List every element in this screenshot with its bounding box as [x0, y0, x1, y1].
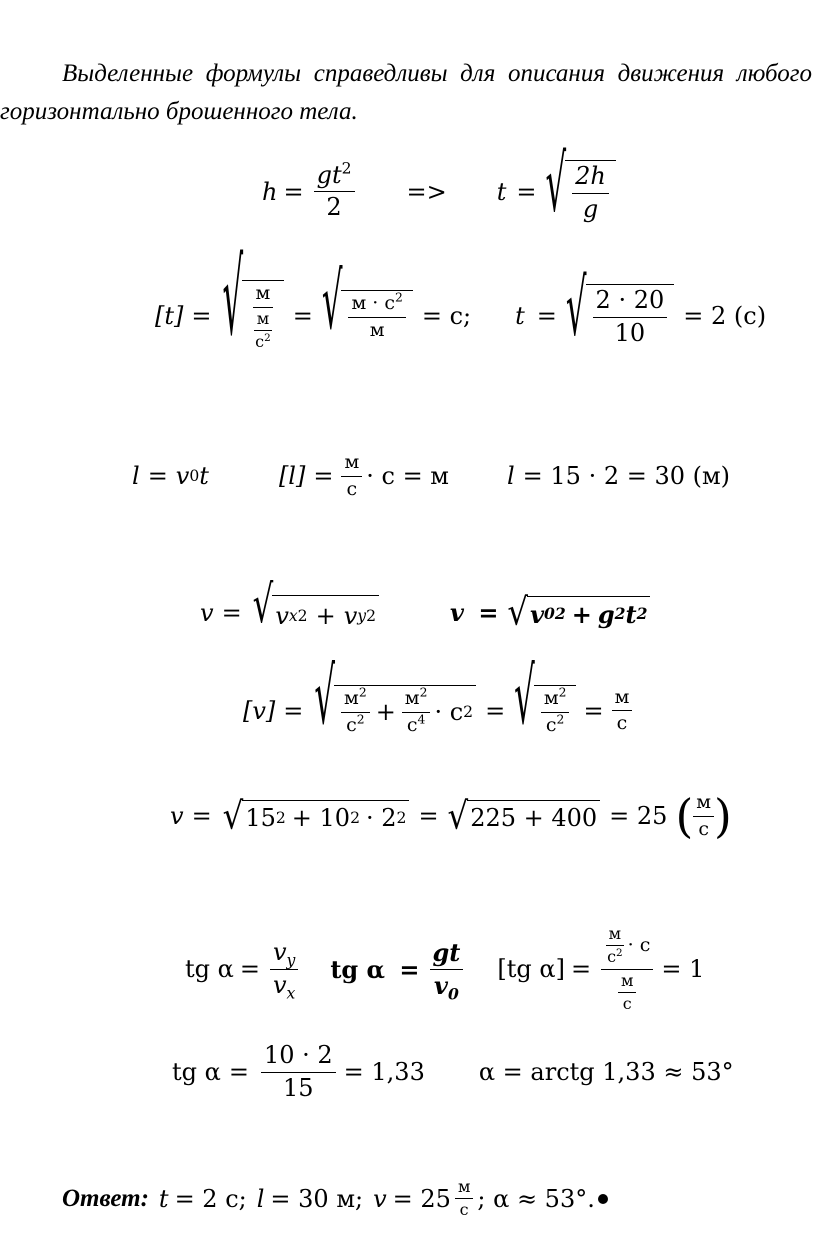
formula-velocity: v = √ v x 2 + v y 2 v = √ v 0 2 + g 2 t 2: [200, 595, 653, 630]
intro-line-1: Выделенные формулы справедливы для описания движения любого: [62, 60, 812, 87]
intro-paragraph: [0, 55, 816, 131]
fraction-gt2-over-2: $\frac{gt^2}{2}$: [314, 162, 355, 222]
formula-tangent-calc: tg α = $\frac{10 \cdot 2}{15}$ = 1,33 α = arctg 1,33 ≈ 53°: [172, 1041, 734, 1102]
end-bullet: [598, 1194, 608, 1204]
formula-tangent: tg α = $\frac{v_y}{v_x}$ tg α = $\frac{gt}{v_0}$ [tg α] = $\frac{м}{с^2}$ · с $\frac{м}{с}$ = 1: [185, 924, 705, 1014]
answer-label: Ответ:: [62, 1184, 149, 1212]
answer-line: Ответ: t = 2 с; l = 30 м; v = 25 $\frac{м}{с}$ ; α ≈ 53°.: [62, 1178, 608, 1220]
formula-distance: l = v 0 t [l] = $\frac{м}{с}$ · с = м l = 15 · 2 = 30 (м): [132, 451, 731, 500]
formula-velocity-calc: v = √ 15 2 + 10 2 · 2 2 = √ 225 + 400 = 25 ( $\frac{м}{с}$ ): [170, 789, 732, 843]
formula-velocity-bold: v =: [450, 598, 499, 627]
formula-height: h = $\frac{gt^2}{2}$ => t = √ $\frac{2h}{g}$: [262, 160, 619, 223]
intro-line-2: горизонтально брошенного тела.: [0, 98, 358, 125]
sqrt-2h-over-g: √ $\frac{2h}{g}$: [546, 160, 616, 223]
formula-tangent-bold: tg α =: [330, 954, 420, 984]
formula-velocity-units: [v] = √ $\frac{м^2}{с^2}$ + $\frac{м^2}{с^4}$ · с 2 = √ $\frac{м^2}{с^2}$ = $\frac{м}{с}$: [243, 685, 636, 737]
formula-time-units: [t] = √ $\frac{м}{\frac{м}{с^2}}$ = √ $\frac{м \cdot с^2}{м}$ = с; t = √ $\frac{2 \cdot 20}{10}$ = 2 (с): [155, 238, 767, 360]
